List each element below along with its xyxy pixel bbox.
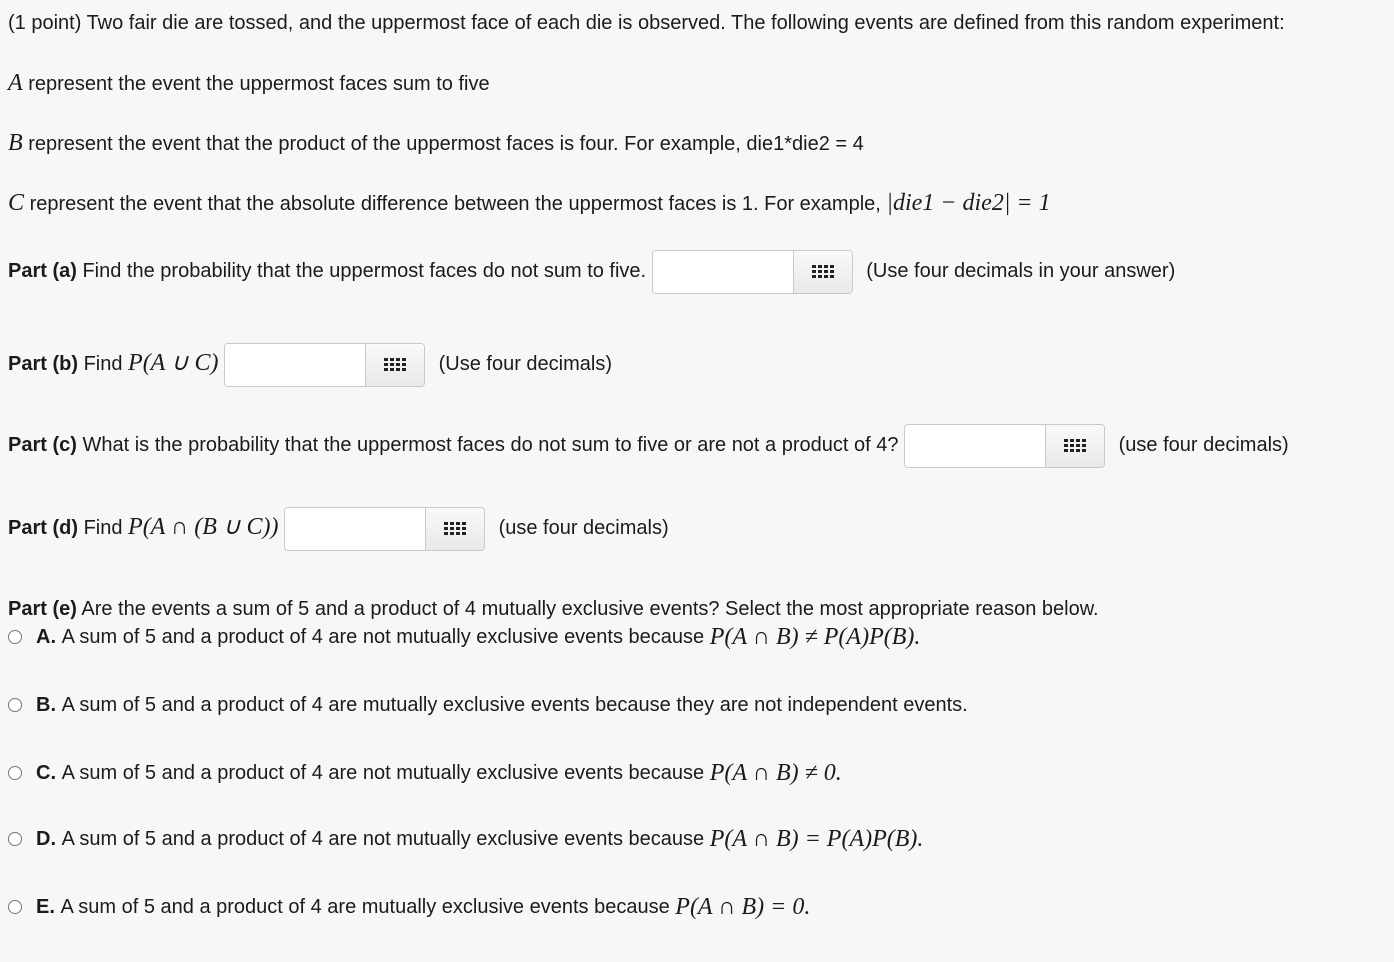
option-d[interactable] — [8, 827, 923, 851]
event-c — [8, 191, 1051, 216]
part-b-label: Part (b) — [8, 353, 78, 375]
part-a-note: (Use four decimals in your answer) — [866, 260, 1176, 282]
part-a-keypad-button[interactable] — [793, 251, 852, 293]
option-a-text: A sum of 5 and a product of 4 are not mutually exclusive events because — [61, 626, 705, 648]
option-b-letter: B. — [36, 694, 56, 716]
option-a-letter: A. — [36, 626, 56, 648]
option-c-math: P(A ∩ B) ≠ 0. — [709, 760, 842, 786]
part-b-answer-input[interactable] — [225, 344, 365, 386]
part-c — [8, 423, 1289, 468]
event-a-text: represent the event the uppermost faces sum to five — [28, 73, 490, 95]
event-c-math: |die1 − die2| = 1 — [886, 190, 1051, 216]
option-d-text: A sum of 5 and a product of 4 are not mutually exclusive events because — [61, 828, 705, 850]
option-a-math: P(A ∩ B) ≠ P(A)P(B). — [709, 624, 921, 650]
radio-icon[interactable] — [8, 900, 22, 914]
part-d-answer-box — [284, 507, 485, 551]
event-a-symbol: A — [8, 70, 23, 96]
part-d-math: P(A ∩ (B ∪ C)) — [128, 514, 279, 540]
part-c-note: (use four decimals) — [1118, 434, 1289, 456]
part-d-label: Part (d) — [8, 517, 78, 539]
part-b-keypad-button[interactable] — [365, 344, 424, 386]
part-a-text: Find the probability that the uppermost faces do not sum to five. — [82, 260, 647, 282]
part-d-note: (use four decimals) — [498, 517, 669, 539]
event-b — [8, 131, 864, 156]
event-a — [8, 71, 490, 96]
event-c-text: represent the event that the absolute difference between the uppermost faces is 1. For example, — [29, 193, 881, 215]
part-a — [8, 249, 1175, 294]
part-b-math: P(A ∪ C) — [128, 350, 219, 376]
option-c-letter: C. — [36, 762, 56, 784]
option-c[interactable] — [8, 761, 842, 785]
part-c-keypad-button[interactable] — [1045, 425, 1104, 467]
option-d-letter: D. — [36, 828, 56, 850]
radio-icon[interactable] — [8, 698, 22, 712]
part-a-answer-box — [652, 250, 853, 294]
part-e — [8, 597, 1099, 621]
part-c-text: What is the probability that the uppermost faces do not sum to five or are not a product of 4? — [82, 434, 899, 456]
option-c-text: A sum of 5 and a product of 4 are not mutually exclusive events because — [61, 762, 705, 784]
option-e-text: A sum of 5 and a product of 4 are mutually exclusive events because — [60, 896, 670, 918]
part-d-text: Find — [83, 517, 123, 539]
radio-icon[interactable] — [8, 832, 22, 846]
keypad-icon — [444, 522, 466, 535]
part-b-note: (Use four decimals) — [438, 353, 612, 375]
option-e-letter: E. — [36, 896, 55, 918]
part-c-label: Part (c) — [8, 434, 77, 456]
part-d-keypad-button[interactable] — [425, 508, 484, 550]
part-a-answer-input[interactable] — [653, 251, 793, 293]
part-a-label: Part (a) — [8, 260, 77, 282]
part-b-answer-box — [224, 343, 425, 387]
keypad-icon — [384, 358, 406, 371]
keypad-icon — [812, 265, 834, 278]
part-e-text: Are the events a sum of 5 and a product of 4 mutually exclusive events? Select the most appropriate reason below. — [81, 598, 1099, 620]
part-d-answer-input[interactable] — [285, 508, 425, 550]
part-e-label: Part (e) — [8, 598, 77, 620]
part-b — [8, 341, 612, 387]
part-b-text: Find — [83, 353, 123, 375]
option-b-text: A sum of 5 and a product of 4 are mutually exclusive events because they are not independent events. — [61, 694, 968, 716]
option-a[interactable] — [8, 625, 920, 649]
option-e-math: P(A ∩ B) = 0. — [675, 894, 811, 920]
keypad-icon — [1064, 439, 1086, 452]
option-b[interactable] — [8, 693, 968, 717]
problem-intro: (1 point) Two fair die are tossed, and the uppermost face of each die is observed. The following events are defined from this random experiment: — [8, 12, 1285, 34]
part-c-answer-input[interactable] — [905, 425, 1045, 467]
event-b-text: represent the event that the product of the uppermost faces is four. For example, die1*die2 = 4 — [28, 133, 864, 155]
option-d-math: P(A ∩ B) = P(A)P(B). — [709, 826, 924, 852]
event-b-symbol: B — [8, 130, 23, 156]
radio-icon[interactable] — [8, 630, 22, 644]
part-c-answer-box — [904, 424, 1105, 468]
part-d — [8, 505, 669, 551]
option-e[interactable] — [8, 895, 810, 919]
radio-icon[interactable] — [8, 766, 22, 780]
event-c-symbol: C — [8, 190, 25, 216]
